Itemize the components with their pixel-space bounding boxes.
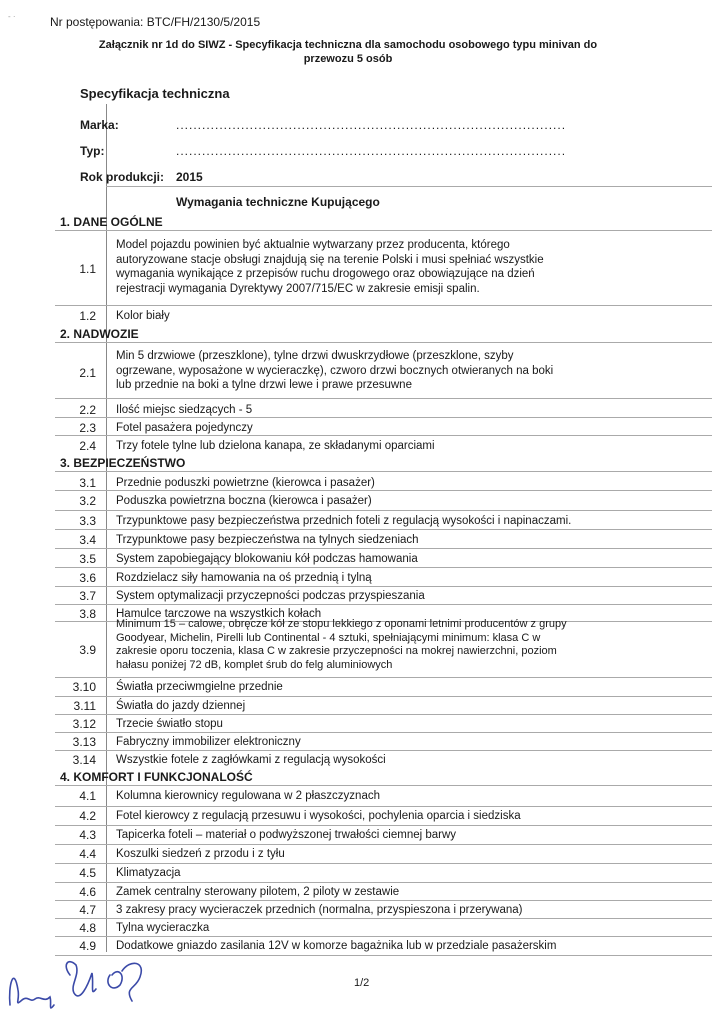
item-number: 4.8 xyxy=(79,921,96,935)
item-number: 3.10 xyxy=(72,680,96,694)
rule xyxy=(55,586,712,587)
rule xyxy=(55,417,712,418)
item-number: 3.1 xyxy=(79,476,96,490)
item-text: Trzypunktowe pasy bezpieczeństwa przednich foteli z regulacją wysokości i napinaczami. xyxy=(116,515,572,527)
item-number: 3.11 xyxy=(73,699,96,713)
requirements-title: Wymagania techniczne Kupującego xyxy=(176,195,380,209)
item-text: Światła przeciwmgielne przednie xyxy=(116,681,283,693)
item-text: Trzy fotele tylne lub dzielona kanapa, ze składanymi oparciami xyxy=(116,440,435,452)
rule xyxy=(55,714,712,715)
rule xyxy=(55,696,712,697)
item-number: 3.9 xyxy=(79,643,96,657)
item-text: Tylna wycieraczka xyxy=(116,922,210,934)
item-text: Fabryczny immobilizer elektroniczny xyxy=(116,736,301,748)
item-number: 4.1 xyxy=(79,789,96,803)
item-text: Fotel pasażera pojedynczy xyxy=(116,422,253,434)
type-label: Typ: xyxy=(80,144,105,158)
rule xyxy=(55,732,712,733)
item-number: 3.3 xyxy=(79,514,96,528)
rule xyxy=(55,435,712,436)
rule xyxy=(55,900,712,901)
rule xyxy=(55,230,712,231)
rule xyxy=(55,936,712,937)
item-number: 3.2 xyxy=(79,494,96,508)
rule xyxy=(55,750,712,751)
item-number: 1.1 xyxy=(79,262,96,276)
rule xyxy=(55,471,712,472)
rule xyxy=(55,806,712,807)
item-number: 4.5 xyxy=(79,866,96,880)
item-text: Rozdzielacz siły hamowania na oś przednią i tylną xyxy=(116,572,372,584)
item-number: 3.6 xyxy=(79,571,96,585)
rule xyxy=(55,567,712,568)
item-text: Tapicerka foteli – materiał o podwyższonej trwałości ciemnej barwy xyxy=(116,829,457,841)
item-number: 3.13 xyxy=(72,735,96,749)
rule xyxy=(55,510,712,511)
item-text: Min 5 drzwiowe (przeszklone), tylne drzwi dwuskrzydłowe (przeszklone, szyby ogrzewane, wyposażone w wycieraczkę), czworo drzwi bocznych otwieranych na boki lub przednie na boki a tylne drzwi lewe i prawe przesuwne xyxy=(116,350,554,391)
item-number: 3.14 xyxy=(72,753,96,767)
section-heading: 1. DANE OGÓLNE xyxy=(60,215,163,229)
year-label: Rok produkcji: xyxy=(80,170,165,184)
rule xyxy=(55,677,712,678)
item-text: Fotel kierowcy z regulacją przesuwu i wysokości, pochylenia oparcia i siedziska xyxy=(116,810,521,822)
rule xyxy=(55,844,712,845)
rule xyxy=(55,918,712,919)
item-number: 3.12 xyxy=(72,717,96,731)
item-text: Dodatkowe gniazdo zasilania 12V w komorze bagażnika lub w przedziale pasażerskim xyxy=(116,940,557,952)
item-text: Poduszka powietrzna boczna (kierowca i pasażer) xyxy=(116,495,372,507)
item-number: 1.2 xyxy=(79,309,96,323)
brand-label: Marka: xyxy=(80,118,119,132)
rule xyxy=(55,863,712,864)
rule xyxy=(55,490,712,491)
item-number: 4.2 xyxy=(79,809,96,823)
rule xyxy=(55,604,712,605)
reference-number: Nr postępowania: BTC/FH/2130/5/2015 xyxy=(50,15,261,29)
item-text: Minimum 15 – calowe, obręcze kół ze stopu lekkiego z oponami letnimi producentów z grupy Goodyear, Michelin, Pirelli lub Continental - 4 sztuki, spełniającymi minimum: klasa C w zakresie oporu toczenia, klasa C w zakresie przyczepności na mokrej nawierzchni, poziom hałasu poniżej 72 dB, komplet śrub do felg aluminiowych xyxy=(116,618,567,671)
spec-title: Specyfikacja techniczna xyxy=(80,86,230,101)
item-text: Model pojazdu powinien być aktualnie wytwarzany przez producenta, którego autoryzowane stacje obsługi znajdują się na terenie Polski i musi spełniać wszystkie wymagania wynikające z przepisów ruchu drogowego oraz obowiązujące na dzień rejestracji wymagania Dyrektywy 2007/715/EC w zakresie emisji spalin. xyxy=(116,239,544,295)
item-text: System optymalizacji przyczepności podczas przyspieszania xyxy=(116,590,425,602)
item-number: 3.7 xyxy=(79,589,96,603)
item-number: 2.2 xyxy=(79,403,96,417)
item-text: Kolumna kierownicy regulowana w 2 płaszczyznach xyxy=(116,790,380,802)
item-text: Trzecie światło stopu xyxy=(116,718,223,730)
rule xyxy=(55,785,712,786)
item-text: Wszystkie fotele z zagłówkami z regulacją wysokości xyxy=(116,754,386,766)
scan-mark: - · xyxy=(8,12,16,21)
item-number: 4.6 xyxy=(79,885,96,899)
rule xyxy=(55,342,712,343)
item-text: Zamek centralny sterowany pilotem, 2 piloty w zestawie xyxy=(116,886,400,898)
item-text: Klimatyzacja xyxy=(116,867,181,879)
year-value: 2015 xyxy=(176,170,203,184)
item-number: 4.3 xyxy=(79,828,96,842)
item-number: 3.4 xyxy=(79,533,96,547)
item-text: Trzypunktowe pasy bezpieczeństwa na tylnych siedzeniach xyxy=(116,534,419,546)
page-number: 1/2 xyxy=(354,977,370,989)
item-number: 4.4 xyxy=(79,847,96,861)
rule xyxy=(106,186,712,187)
item-text: Koszulki siedzeń z przodu i z tyłu xyxy=(116,848,285,860)
section-heading: 2. NADWOZIE xyxy=(60,327,139,341)
type-value: .......................................................................................... xyxy=(176,144,567,158)
item-text: 3 zakresy pracy wycieraczek przednich (normalna, przyspieszona i przerywana) xyxy=(116,904,523,916)
brand-value: .......................................................................................... xyxy=(176,118,567,132)
item-text: System zapobiegający blokowaniu kół podczas hamowania xyxy=(116,553,418,565)
item-text: Ilość miejsc siedzących - 5 xyxy=(116,404,253,416)
item-text: Kolor biały xyxy=(116,310,170,322)
item-text: Przednie poduszki powietrzne (kierowca i pasażer) xyxy=(116,477,375,489)
rule xyxy=(55,529,712,530)
section-heading: 4. KOMFORT I FUNKCJONALOŚĆ xyxy=(60,770,253,784)
handwritten-signature xyxy=(0,945,200,1029)
item-number: 4.9 xyxy=(79,939,96,953)
item-number: 2.4 xyxy=(79,439,96,453)
item-number: 3.5 xyxy=(79,552,96,566)
item-number: 4.7 xyxy=(79,903,96,917)
rule xyxy=(55,398,712,399)
rule xyxy=(55,548,712,549)
item-number: 3.8 xyxy=(79,607,96,621)
rule xyxy=(55,825,712,826)
item-number: 2.1 xyxy=(79,366,96,380)
item-text: Hamulce tarczowe na wszystkich kołach xyxy=(116,608,322,620)
item-text: Światła do jazdy dziennej xyxy=(116,700,246,712)
rule xyxy=(55,882,712,883)
section-heading: 3. BEZPIECZEŃSTWO xyxy=(60,456,186,470)
attachment-title: Załącznik nr 1d do SIWZ - Specyfikacja techniczna dla samochodu osobowego typu minivan do przewozu 5 osób xyxy=(98,39,598,65)
rule xyxy=(55,305,712,306)
item-number: 2.3 xyxy=(79,421,96,435)
